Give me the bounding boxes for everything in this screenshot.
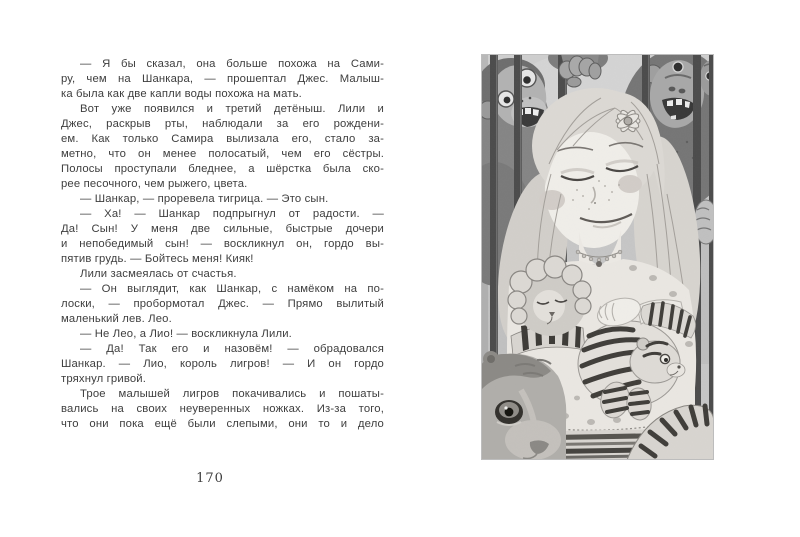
text-line: — Шанкар, — проревела тигрица. — Это сын. [80, 193, 329, 205]
text-line: — Да! Так его и назовём! — обрадовался [80, 343, 384, 355]
text-line: Вот уже появился и третий детёныш. Лили и [80, 103, 384, 115]
text-line: — Он выглядит, как Шанкар, с намёком на по- [80, 283, 384, 295]
illustration-svg [481, 54, 714, 460]
text-line: Шанкар. — Лио, король лигров! — И он гордо [61, 358, 384, 370]
text-line: что они пока ещё были слепыми, они то и дело [61, 418, 384, 430]
text-line: Джес, раскрыв рты, наблюдали за его рождени- [61, 118, 384, 130]
text-line: ру, чем на Шанкара, — прошептал Джес. Малыш- [61, 73, 384, 85]
text-line: — Я бы сказал, она больше похожа на Сами- [80, 58, 384, 70]
text-line: — Не Лео, а Лио! — воскликнула Лили. [80, 328, 292, 340]
text-line: Да! Сын! У меня две сильные, быстрые дочери [61, 223, 384, 235]
text-line: Лили засмеялась от счастья. [80, 268, 237, 280]
text-line: пятив грудь. — Бойтесь меня! Кияк! [61, 253, 254, 265]
text-line: метно, что он менее полосатый, чем его сёстры. [61, 148, 384, 160]
book-illustration [481, 54, 714, 460]
text-line: — Ха! — Шанкар подпрыгнул от радости. — [80, 208, 384, 220]
text-line: рее песочного, чем рыжего, цвета. [61, 178, 248, 190]
text-line: лоски, — пробормотал Джес. — Прямо вылитый [61, 298, 384, 310]
text-line: маленький лев. Лео. [61, 313, 172, 325]
text-line: и непобедимый сын! — воскликнул он, гордо вы- [61, 238, 384, 250]
text-line: ем. Как только Самира вылизала его, стало за- [61, 133, 384, 145]
left-page-text [61, 57, 384, 432]
text-line: Трое малышей лигров покачивались и пошаты- [80, 388, 384, 400]
text-line: Полосы проступали бледнее, а шёрстка была ско- [61, 163, 384, 175]
text-line: вались на своих неуверенных ножках. Из-за того, [61, 403, 384, 415]
paper-grain [481, 54, 714, 460]
page-number: 170 [196, 471, 224, 486]
text-line: ка была как две капли воды похожа на мать. [61, 88, 302, 100]
text-line: тряхнул гривой. [61, 373, 147, 385]
